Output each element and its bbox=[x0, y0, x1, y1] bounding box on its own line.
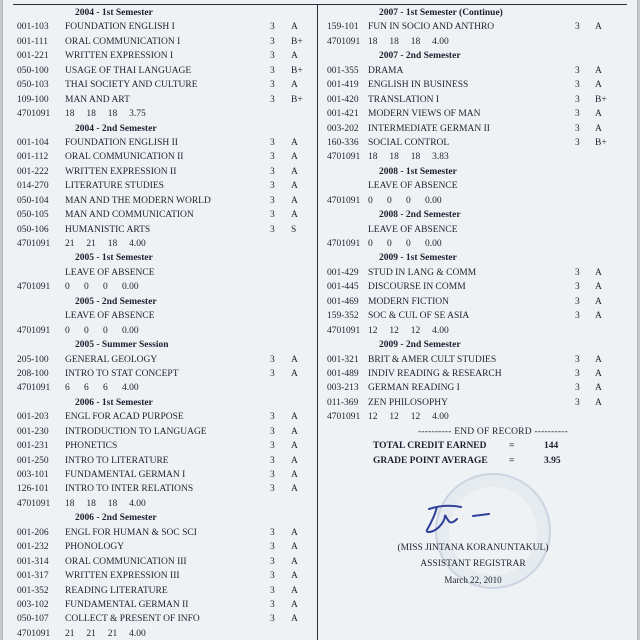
course-code: 003-202 bbox=[327, 123, 359, 134]
student-id: 4701091 bbox=[327, 36, 361, 47]
student-id: 4701091 bbox=[327, 195, 361, 206]
course-title: FUN IN SOCIO AND ANTHRO bbox=[368, 22, 495, 33]
course-grade: A bbox=[595, 22, 602, 33]
column-divider bbox=[317, 4, 318, 640]
semester-header: 2006 - 1st Semester bbox=[75, 397, 153, 408]
course-title: FOUNDATION ENGLISH II bbox=[65, 137, 178, 148]
course-code: 050-107 bbox=[17, 614, 49, 625]
course-row bbox=[17, 410, 313, 424]
course-code: 001-469 bbox=[327, 296, 359, 307]
course-grade: A bbox=[595, 267, 602, 278]
course-credit: 3 bbox=[575, 383, 580, 394]
course-title: FOUNDATION ENGLISH I bbox=[65, 22, 175, 33]
course-row bbox=[17, 584, 313, 598]
course-title: BRIT & AMER CULT STUDIES bbox=[368, 354, 497, 365]
course-grade: A bbox=[291, 441, 298, 452]
course-row bbox=[17, 425, 313, 439]
course-code: 001-419 bbox=[327, 80, 359, 91]
course-row bbox=[323, 396, 623, 410]
course-grade: A bbox=[291, 152, 298, 163]
course-credit: 3 bbox=[270, 65, 275, 76]
course-credit: 3 bbox=[575, 311, 580, 322]
course-credit: 3 bbox=[270, 412, 275, 423]
note-text: LEAVE OF ABSENCE bbox=[65, 311, 155, 322]
course-code: 160-336 bbox=[327, 137, 359, 148]
student-id: 4701091 bbox=[327, 412, 361, 423]
transcript-page bbox=[3, 0, 637, 640]
course-row bbox=[323, 381, 623, 395]
course-credit: 3 bbox=[270, 571, 275, 582]
total-value: 144 bbox=[544, 441, 559, 452]
summary-values: 18 18 18 3.83 bbox=[368, 152, 449, 163]
course-grade: A bbox=[595, 397, 602, 408]
course-credit: 3 bbox=[270, 22, 275, 33]
course-credit: 3 bbox=[270, 94, 275, 105]
leave-of-absence-note bbox=[323, 223, 623, 237]
total-row bbox=[323, 454, 623, 468]
course-credit: 3 bbox=[575, 137, 580, 148]
course-credit: 3 bbox=[575, 94, 580, 105]
course-title: GERMAN READING I bbox=[368, 383, 460, 394]
course-title: PHONOLOGY bbox=[65, 542, 125, 553]
course-code: 050-105 bbox=[17, 210, 49, 221]
course-title: INTRODUCTION TO LANGUAGE bbox=[65, 426, 207, 437]
summary-values: 12 12 12 4.00 bbox=[368, 325, 449, 336]
semester-summary-row bbox=[323, 237, 623, 251]
course-code: 159-352 bbox=[327, 311, 359, 322]
semester-header: 2007 - 1st Semester (Continue) bbox=[379, 8, 503, 18]
course-row bbox=[17, 64, 313, 78]
course-credit: 3 bbox=[270, 599, 275, 610]
course-credit: 3 bbox=[575, 65, 580, 76]
course-title: INTERMEDIATE GERMAN II bbox=[368, 123, 490, 134]
left-column bbox=[17, 6, 313, 640]
course-grade: A bbox=[595, 65, 602, 76]
course-row bbox=[17, 598, 313, 612]
course-title: WRITTEN EXPRESSION II bbox=[65, 166, 177, 177]
course-row bbox=[17, 555, 313, 569]
course-code: 050-104 bbox=[17, 195, 49, 206]
course-title: SOC & CUL OF SE ASIA bbox=[368, 311, 470, 322]
course-grade: A bbox=[595, 296, 602, 307]
semester-header: 2005 - 1st Semester bbox=[75, 253, 153, 264]
semester-summary-row bbox=[323, 150, 623, 164]
course-credit: 3 bbox=[270, 368, 275, 379]
student-id: 4701091 bbox=[327, 152, 361, 163]
course-credit: 3 bbox=[270, 224, 275, 235]
semester-summary-row bbox=[323, 324, 623, 338]
course-grade: A bbox=[595, 368, 602, 379]
semester-summary-row bbox=[17, 324, 313, 338]
course-row bbox=[17, 179, 313, 193]
course-code: 001-203 bbox=[17, 412, 49, 423]
course-code: 001-232 bbox=[17, 542, 49, 553]
course-title: GENERAL GEOLOGY bbox=[65, 354, 158, 365]
course-credit: 3 bbox=[575, 80, 580, 91]
course-row bbox=[323, 266, 623, 280]
course-title: WRITTEN EXPRESSION III bbox=[65, 571, 180, 582]
summary-values: 18 18 18 4.00 bbox=[368, 36, 449, 47]
course-code: 001-112 bbox=[17, 152, 49, 163]
student-id: 4701091 bbox=[17, 109, 51, 120]
course-row bbox=[17, 208, 313, 222]
course-grade: A bbox=[291, 137, 298, 148]
course-grade: A bbox=[291, 585, 298, 596]
course-title: LITERATURE STUDIES bbox=[65, 181, 164, 192]
student-id: 4701091 bbox=[17, 239, 51, 249]
course-grade: S bbox=[291, 224, 297, 235]
total-label: GRADE POINT AVERAGE bbox=[373, 455, 488, 466]
course-grade: A bbox=[291, 614, 298, 625]
course-title: FUNDAMENTAL GERMAN I bbox=[65, 470, 186, 480]
course-code: 001-103 bbox=[17, 22, 49, 33]
course-code: 001-221 bbox=[17, 51, 49, 62]
course-row bbox=[17, 35, 313, 49]
course-title: HUMANISTIC ARTS bbox=[65, 224, 151, 235]
total-row bbox=[323, 439, 623, 453]
course-credit: 3 bbox=[575, 282, 580, 293]
course-row bbox=[17, 353, 313, 367]
note-text: LEAVE OF ABSENCE bbox=[368, 224, 458, 235]
course-credit: 3 bbox=[270, 354, 275, 365]
course-code: 014-270 bbox=[17, 181, 49, 192]
course-credit: 3 bbox=[575, 123, 580, 134]
course-credit: 3 bbox=[270, 441, 275, 452]
course-grade: A bbox=[291, 470, 298, 480]
course-grade: A bbox=[291, 195, 298, 206]
top-rule bbox=[13, 4, 627, 5]
course-code: 205-100 bbox=[17, 354, 49, 365]
total-label: TOTAL CREDIT EARNED bbox=[373, 441, 487, 452]
course-title: INDIV READING & RESEARCH bbox=[368, 368, 502, 379]
course-code: 001-489 bbox=[327, 368, 359, 379]
end-of-record: ---------- END OF RECORD ---------- bbox=[418, 426, 568, 437]
course-code: 050-100 bbox=[17, 65, 49, 76]
course-grade: B+ bbox=[291, 94, 303, 105]
course-title: ORAL COMMUNICATION I bbox=[65, 36, 181, 47]
course-code: 001-352 bbox=[17, 585, 49, 596]
semester-summary-row bbox=[323, 194, 623, 208]
semester-summary-row bbox=[17, 497, 313, 511]
course-grade: A bbox=[291, 455, 298, 466]
course-credit: 3 bbox=[270, 152, 275, 163]
course-grade: A bbox=[291, 571, 298, 582]
course-title: ORAL COMMUNICATION III bbox=[65, 556, 187, 567]
course-credit: 3 bbox=[270, 585, 275, 596]
course-code: 208-100 bbox=[17, 368, 49, 379]
total-equals: = bbox=[509, 441, 515, 452]
semester-summary-row bbox=[323, 410, 623, 424]
course-row bbox=[323, 122, 623, 136]
student-id: 4701091 bbox=[17, 325, 51, 336]
course-grade: A bbox=[595, 311, 602, 322]
course-title: STUD IN LANG & COMM bbox=[368, 267, 477, 278]
semester-header: 2007 - 2nd Semester bbox=[379, 51, 461, 62]
course-grade: A bbox=[291, 556, 298, 567]
course-row bbox=[17, 150, 313, 164]
student-id: 4701091 bbox=[17, 628, 51, 639]
student-id: 4701091 bbox=[17, 282, 51, 293]
course-title: MAN AND THE MODERN WORLD bbox=[65, 195, 211, 206]
course-credit: 3 bbox=[270, 166, 275, 177]
course-code: 001-104 bbox=[17, 137, 49, 148]
semester-header: 2005 - 2nd Semester bbox=[75, 296, 157, 307]
course-row bbox=[323, 78, 623, 92]
course-row bbox=[17, 468, 313, 482]
course-code: 001-429 bbox=[327, 267, 359, 278]
summary-values: 18 18 18 4.00 bbox=[65, 498, 146, 509]
course-grade: A bbox=[291, 22, 298, 33]
note-text: LEAVE OF ABSENCE bbox=[368, 181, 458, 192]
course-title: TRANSLATION I bbox=[368, 94, 439, 105]
course-credit: 3 bbox=[270, 542, 275, 553]
course-code: 001-355 bbox=[327, 65, 359, 76]
course-grade: A bbox=[595, 282, 602, 293]
course-code: 001-317 bbox=[17, 571, 49, 582]
course-credit: 3 bbox=[575, 368, 580, 379]
semester-header: 2004 - 1st Semester bbox=[75, 8, 153, 18]
course-row bbox=[17, 454, 313, 468]
leave-of-absence-note bbox=[17, 266, 313, 280]
course-title: ENGLISH IN BUSINESS bbox=[368, 80, 469, 91]
course-credit: 3 bbox=[270, 51, 275, 62]
course-row bbox=[323, 136, 623, 150]
semester-summary-row bbox=[17, 280, 313, 294]
summary-values: 21 21 21 4.00 bbox=[65, 628, 146, 639]
course-title: MODERN FICTION bbox=[368, 296, 450, 307]
course-row bbox=[323, 295, 623, 309]
course-credit: 3 bbox=[270, 80, 275, 91]
course-grade: A bbox=[291, 527, 298, 538]
course-grade: A bbox=[291, 80, 298, 91]
course-credit: 3 bbox=[270, 455, 275, 466]
course-grade: A bbox=[291, 484, 298, 495]
course-code: 159-101 bbox=[327, 22, 359, 33]
course-title: WRITTEN EXPRESSION I bbox=[65, 51, 174, 62]
course-title: ZEN PHILOSOPHY bbox=[368, 397, 448, 408]
course-title: INTRO TO INTER RELATIONS bbox=[65, 484, 194, 495]
course-credit: 3 bbox=[575, 267, 580, 278]
semester-summary-row bbox=[17, 107, 313, 121]
course-credit: 3 bbox=[270, 181, 275, 192]
course-row bbox=[17, 367, 313, 381]
course-title: MODERN VIEWS OF MAN bbox=[368, 109, 481, 120]
course-code: 001-321 bbox=[327, 354, 359, 365]
course-row bbox=[323, 107, 623, 121]
course-code: 001-420 bbox=[327, 94, 359, 105]
course-title: ENGL FOR HUMAN & SOC SCI bbox=[65, 527, 197, 538]
semester-header: 2009 - 2nd Semester bbox=[379, 340, 461, 351]
course-code: 003-101 bbox=[17, 470, 49, 480]
course-row bbox=[17, 526, 313, 540]
note-text: LEAVE OF ABSENCE bbox=[65, 267, 155, 278]
semester-summary-row bbox=[17, 237, 313, 251]
course-grade: A bbox=[291, 210, 298, 221]
summary-values: 0 0 0 0.00 bbox=[368, 195, 442, 206]
course-title: ORAL COMMUNICATION II bbox=[65, 152, 184, 163]
course-grade: A bbox=[291, 51, 298, 62]
course-title: INTRO TO LITERATURE bbox=[65, 455, 169, 466]
course-title: READING LITERATURE bbox=[65, 585, 168, 596]
student-id: 4701091 bbox=[17, 498, 51, 509]
course-grade: A bbox=[291, 368, 298, 379]
course-row bbox=[17, 20, 313, 34]
course-code: 001-111 bbox=[17, 36, 48, 47]
semester-header: 2006 - 2nd Semester bbox=[75, 513, 157, 524]
course-row bbox=[323, 64, 623, 78]
summary-values: 12 12 12 4.00 bbox=[368, 412, 449, 423]
registrar-name: (MISS JINTANA KORANUNTAKUL) bbox=[397, 543, 549, 553]
course-row bbox=[17, 439, 313, 453]
course-code: 001-230 bbox=[17, 426, 49, 437]
course-code: 050-106 bbox=[17, 224, 49, 235]
registrar-title: ASSISTANT REGISTRAR bbox=[420, 559, 526, 569]
course-title: COLLECT & PRESENT OF INFO bbox=[65, 614, 200, 625]
course-code: 001-314 bbox=[17, 556, 49, 567]
leave-of-absence-note bbox=[17, 309, 313, 323]
course-row bbox=[17, 93, 313, 107]
course-row bbox=[323, 93, 623, 107]
course-grade: B+ bbox=[595, 137, 607, 148]
course-title: ENGL FOR ACAD PURPOSE bbox=[65, 412, 184, 423]
course-code: 011-369 bbox=[327, 397, 359, 408]
course-grade: A bbox=[595, 109, 602, 120]
course-grade: A bbox=[595, 354, 602, 365]
course-row bbox=[17, 540, 313, 554]
course-grade: A bbox=[291, 426, 298, 437]
course-title: MAN AND COMMUNICATION bbox=[65, 210, 194, 221]
total-equals: = bbox=[509, 455, 515, 466]
course-grade: A bbox=[291, 354, 298, 365]
course-title: INTRO TO STAT CONCEPT bbox=[65, 368, 179, 379]
course-credit: 3 bbox=[270, 484, 275, 495]
course-row bbox=[323, 20, 623, 34]
course-credit: 3 bbox=[270, 210, 275, 221]
summary-values: 0 0 0 0.00 bbox=[368, 239, 442, 249]
student-id: 4701091 bbox=[17, 383, 51, 394]
student-id: 4701091 bbox=[327, 325, 361, 336]
semester-summary-row bbox=[17, 381, 313, 395]
summary-values: 21 21 18 4.00 bbox=[65, 239, 146, 249]
course-code: 126-101 bbox=[17, 484, 49, 495]
course-credit: 3 bbox=[575, 397, 580, 408]
course-credit: 3 bbox=[270, 614, 275, 625]
summary-values: 0 0 0 0.00 bbox=[65, 325, 139, 336]
course-title: USAGE OF THAI LANGUAGE bbox=[65, 65, 192, 76]
course-credit: 3 bbox=[270, 195, 275, 206]
course-grade: A bbox=[291, 181, 298, 192]
course-row bbox=[323, 280, 623, 294]
course-row bbox=[17, 49, 313, 63]
summary-values: 6 6 6 4.00 bbox=[65, 383, 139, 394]
course-row bbox=[17, 612, 313, 626]
course-credit: 3 bbox=[575, 296, 580, 307]
right-column bbox=[323, 6, 623, 468]
course-grade: A bbox=[595, 80, 602, 91]
semester-summary-row bbox=[323, 35, 623, 49]
course-grade: A bbox=[291, 542, 298, 553]
course-credit: 3 bbox=[575, 22, 580, 33]
semester-header: 2005 - Summer Session bbox=[75, 340, 169, 351]
course-grade: A bbox=[595, 123, 602, 134]
course-row bbox=[323, 309, 623, 323]
semester-header: 2004 - 2nd Semester bbox=[75, 123, 157, 134]
course-code: 003-102 bbox=[17, 599, 49, 610]
course-credit: 3 bbox=[270, 137, 275, 148]
summary-values: 0 0 0 0.00 bbox=[65, 282, 139, 293]
course-credit: 3 bbox=[270, 426, 275, 437]
course-title: MAN AND ART bbox=[65, 94, 130, 105]
course-title: DRAMA bbox=[368, 65, 404, 76]
semester-summary-row bbox=[17, 627, 313, 640]
course-code: 001-222 bbox=[17, 166, 49, 177]
course-title: SOCIAL CONTROL bbox=[368, 137, 450, 148]
course-credit: 3 bbox=[575, 354, 580, 365]
course-grade: B+ bbox=[595, 94, 607, 105]
course-code: 001-250 bbox=[17, 455, 49, 466]
course-row bbox=[323, 367, 623, 381]
course-grade: A bbox=[595, 383, 602, 394]
course-credit: 3 bbox=[270, 36, 275, 47]
course-grade: A bbox=[291, 599, 298, 610]
course-credit: 3 bbox=[575, 109, 580, 120]
course-title: FUNDAMENTAL GERMAN II bbox=[65, 599, 189, 610]
course-grade: A bbox=[291, 166, 298, 177]
course-code: 001-206 bbox=[17, 527, 49, 538]
course-grade: B+ bbox=[291, 65, 303, 76]
course-title: THAI SOCIETY AND CULTURE bbox=[65, 80, 198, 91]
total-value: 3.95 bbox=[544, 455, 561, 466]
course-row bbox=[17, 78, 313, 92]
course-row bbox=[17, 194, 313, 208]
semester-header: 2008 - 2nd Semester bbox=[379, 210, 461, 221]
course-row bbox=[17, 165, 313, 179]
course-code: 109-100 bbox=[17, 94, 49, 105]
course-row bbox=[17, 569, 313, 583]
course-row bbox=[17, 136, 313, 150]
semester-header: 2009 - 1st Semester bbox=[379, 253, 457, 264]
course-code: 003-213 bbox=[327, 383, 359, 394]
semester-header: 2008 - 1st Semester bbox=[379, 166, 457, 177]
course-title: PHONETICS bbox=[65, 441, 118, 452]
student-id: 4701091 bbox=[327, 239, 361, 249]
course-row bbox=[17, 482, 313, 496]
registrar-signature bbox=[421, 503, 501, 535]
course-code: 001-421 bbox=[327, 109, 359, 120]
course-row bbox=[17, 223, 313, 237]
course-grade: B+ bbox=[291, 36, 303, 47]
course-credit: 3 bbox=[270, 556, 275, 567]
course-code: 050-103 bbox=[17, 80, 49, 91]
registrar-date: March 22, 2010 bbox=[444, 575, 502, 585]
course-code: 001-231 bbox=[17, 441, 49, 452]
course-title: DISCOURSE IN COMM bbox=[368, 282, 466, 293]
course-grade: A bbox=[291, 412, 298, 423]
summary-values: 18 18 18 3.75 bbox=[65, 109, 146, 120]
leave-of-absence-note bbox=[323, 179, 623, 193]
course-credit: 3 bbox=[270, 470, 275, 480]
course-row bbox=[323, 353, 623, 367]
course-credit: 3 bbox=[270, 527, 275, 538]
course-code: 001-445 bbox=[327, 282, 359, 293]
